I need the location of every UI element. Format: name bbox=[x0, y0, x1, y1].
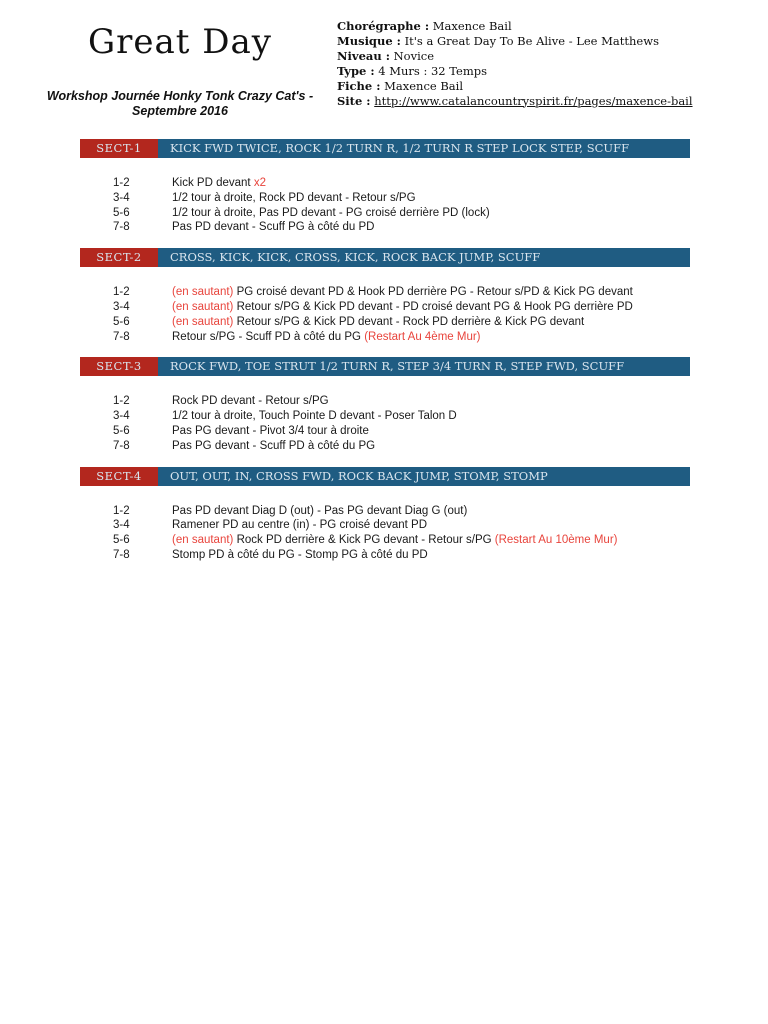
step-text-part: Pas PD devant - Scuff PG à côté du PD bbox=[172, 221, 375, 234]
step-row bbox=[80, 330, 690, 345]
step-text bbox=[172, 330, 690, 345]
info-label: Type : bbox=[337, 63, 375, 78]
info-row bbox=[337, 94, 757, 109]
step-text bbox=[172, 409, 690, 424]
step-row bbox=[80, 220, 690, 235]
step-text bbox=[172, 548, 690, 563]
step-count: 3-4 bbox=[113, 191, 130, 204]
step-text-part: Ramener PD au centre (in) - PG croisé devant PD bbox=[172, 519, 428, 532]
step-text bbox=[172, 315, 690, 330]
step-row bbox=[80, 206, 690, 221]
info-value: Maxence Bail bbox=[384, 78, 464, 93]
step-text bbox=[172, 191, 690, 206]
step-row bbox=[80, 300, 690, 315]
step-text-part: Rock PD devant - Retour s/PG bbox=[172, 395, 329, 408]
step-text-part: Retour s/PG - Scuff PD à côté du PG bbox=[172, 330, 365, 343]
workshop-subtitle-line1: Workshop Journée Honky Tonk Crazy Cat's - bbox=[46, 89, 314, 103]
step-row bbox=[80, 504, 690, 519]
step-text-accent: (en sautant) bbox=[172, 534, 234, 547]
step-text bbox=[172, 504, 690, 519]
step-count: 5-6 bbox=[113, 424, 130, 437]
section-title: ROCK FWD, TOE STRUT 1/2 TURN R, STEP 3/4 TURN R, STEP FWD, SCUFF bbox=[158, 357, 690, 376]
info-value: 4 Murs : 32 Temps bbox=[378, 63, 488, 78]
section-label: SECT-1 bbox=[80, 139, 158, 158]
step-text bbox=[172, 533, 690, 548]
section-title: KICK FWD TWICE, ROCK 1/2 TURN R, 1/2 TURN R STEP LOCK STEP, SCUFF bbox=[158, 139, 690, 158]
step-count: 7-8 bbox=[113, 221, 130, 234]
step-text-part: 1/2 tour à droite, Rock PD devant - Retour s/PG bbox=[172, 191, 416, 204]
step-text-accent: (en sautant) bbox=[172, 300, 234, 313]
info-row bbox=[337, 34, 757, 49]
step-text-part: Retour s/PG & Kick PD devant - Rock PD derrière & Kick PG devant bbox=[233, 315, 585, 328]
step-list bbox=[80, 504, 690, 563]
step-count: 1-2 bbox=[113, 395, 130, 408]
step-text-part: Pas PG devant - Pivot 3/4 tour à droite bbox=[172, 424, 369, 437]
step-count: 7-8 bbox=[113, 330, 130, 343]
info-value: It's a Great Day To Be Alive - Lee Matthews bbox=[404, 33, 659, 48]
info-row bbox=[337, 19, 757, 34]
dance-info-block bbox=[337, 19, 757, 108]
step-text bbox=[172, 300, 690, 315]
step-count: 3-4 bbox=[113, 410, 130, 423]
step-text-part: Pas PG devant - Scuff PD à côté du PG bbox=[172, 439, 376, 452]
step-text bbox=[172, 176, 690, 191]
info-row bbox=[337, 49, 757, 64]
step-count: 1-2 bbox=[113, 286, 130, 299]
step-list bbox=[80, 176, 690, 235]
step-text-accent: (Restart Au 10ème Mur) bbox=[494, 534, 618, 547]
dance-section bbox=[80, 467, 690, 563]
section-header-bar bbox=[80, 139, 690, 158]
step-text-part: PG croisé devant PD & Hook PD derrière PG - Retour s/PD & Kick PG devant bbox=[233, 286, 633, 299]
section-header-bar bbox=[80, 357, 690, 376]
step-row bbox=[80, 533, 690, 548]
step-text bbox=[172, 394, 690, 409]
step-count: 3-4 bbox=[113, 519, 130, 532]
dance-section bbox=[80, 248, 690, 344]
step-row bbox=[80, 191, 690, 206]
step-list bbox=[80, 394, 690, 453]
step-count: 5-6 bbox=[113, 206, 130, 219]
page-title: Great Day bbox=[87, 22, 272, 62]
section-label: SECT-4 bbox=[80, 467, 158, 486]
step-text-part: Pas PD devant Diag D (out) - Pas PG devant Diag G (out) bbox=[172, 504, 468, 517]
step-text-part: Stomp PD à côté du PG - Stomp PG à côté du PD bbox=[172, 548, 428, 561]
dance-section bbox=[80, 139, 690, 235]
section-header-bar bbox=[80, 467, 690, 486]
info-label: Chorégraphe : bbox=[337, 19, 430, 33]
step-text bbox=[172, 285, 690, 300]
dance-sections bbox=[80, 139, 690, 576]
info-label: Niveau : bbox=[337, 48, 390, 63]
step-count: 3-4 bbox=[113, 300, 130, 313]
step-text bbox=[172, 220, 690, 235]
step-text bbox=[172, 424, 690, 439]
step-text bbox=[172, 439, 690, 454]
step-text-part: Kick PD devant bbox=[172, 177, 254, 189]
step-list bbox=[80, 285, 690, 344]
section-label: SECT-2 bbox=[80, 248, 158, 267]
info-value: Maxence Bail bbox=[432, 19, 512, 33]
workshop-subtitle-line2: Septembre 2016 bbox=[132, 104, 228, 118]
step-row bbox=[80, 424, 690, 439]
info-label: Fiche : bbox=[337, 78, 381, 93]
section-label: SECT-3 bbox=[80, 357, 158, 376]
section-title: OUT, OUT, IN, CROSS FWD, ROCK BACK JUMP, STOMP, STOMP bbox=[158, 467, 690, 486]
step-row bbox=[80, 176, 690, 191]
step-row bbox=[80, 518, 690, 533]
step-row bbox=[80, 409, 690, 424]
step-text-part: Retour s/PG & Kick PD devant - PD croisé devant PG & Hook PG derrière PD bbox=[233, 300, 633, 313]
step-count: 7-8 bbox=[113, 548, 130, 561]
step-row bbox=[80, 439, 690, 454]
info-row bbox=[337, 79, 757, 94]
step-row bbox=[80, 285, 690, 300]
step-row bbox=[80, 548, 690, 563]
step-count: 1-2 bbox=[113, 177, 130, 189]
info-row bbox=[337, 64, 757, 79]
step-text-part: 1/2 tour à droite, Pas PD devant - PG croisé derrière PD (lock) bbox=[172, 206, 490, 219]
step-row bbox=[80, 394, 690, 409]
step-text-accent: x2 bbox=[253, 177, 266, 189]
step-text-part: Rock PD derrière & Kick PG devant - Retour s/PG bbox=[233, 534, 495, 547]
step-count: 5-6 bbox=[113, 534, 130, 547]
step-count: 7-8 bbox=[113, 439, 130, 452]
step-text-accent: (Restart Au 4ème Mur) bbox=[364, 330, 481, 343]
step-row bbox=[80, 315, 690, 330]
section-header-bar bbox=[80, 248, 690, 267]
step-text-accent: (en sautant) bbox=[172, 315, 234, 328]
step-count: 1-2 bbox=[113, 504, 130, 517]
info-label: Site : bbox=[337, 93, 371, 108]
info-label: Musique : bbox=[337, 33, 401, 48]
step-text bbox=[172, 206, 690, 221]
info-value: Novice bbox=[393, 48, 435, 63]
step-text-accent: (en sautant) bbox=[172, 286, 234, 299]
dance-section bbox=[80, 357, 690, 453]
section-title: CROSS, KICK, KICK, CROSS, KICK, ROCK BACK JUMP, SCUFF bbox=[158, 248, 690, 267]
step-text-part: 1/2 tour à droite, Touch Pointe D devant - Poser Talon D bbox=[172, 410, 457, 423]
workshop-subtitle bbox=[20, 89, 340, 119]
site-link[interactable]: http://www.catalancountryspirit.fr/pages/maxence-bail bbox=[374, 93, 693, 108]
step-text bbox=[172, 518, 690, 533]
step-count: 5-6 bbox=[113, 315, 130, 328]
